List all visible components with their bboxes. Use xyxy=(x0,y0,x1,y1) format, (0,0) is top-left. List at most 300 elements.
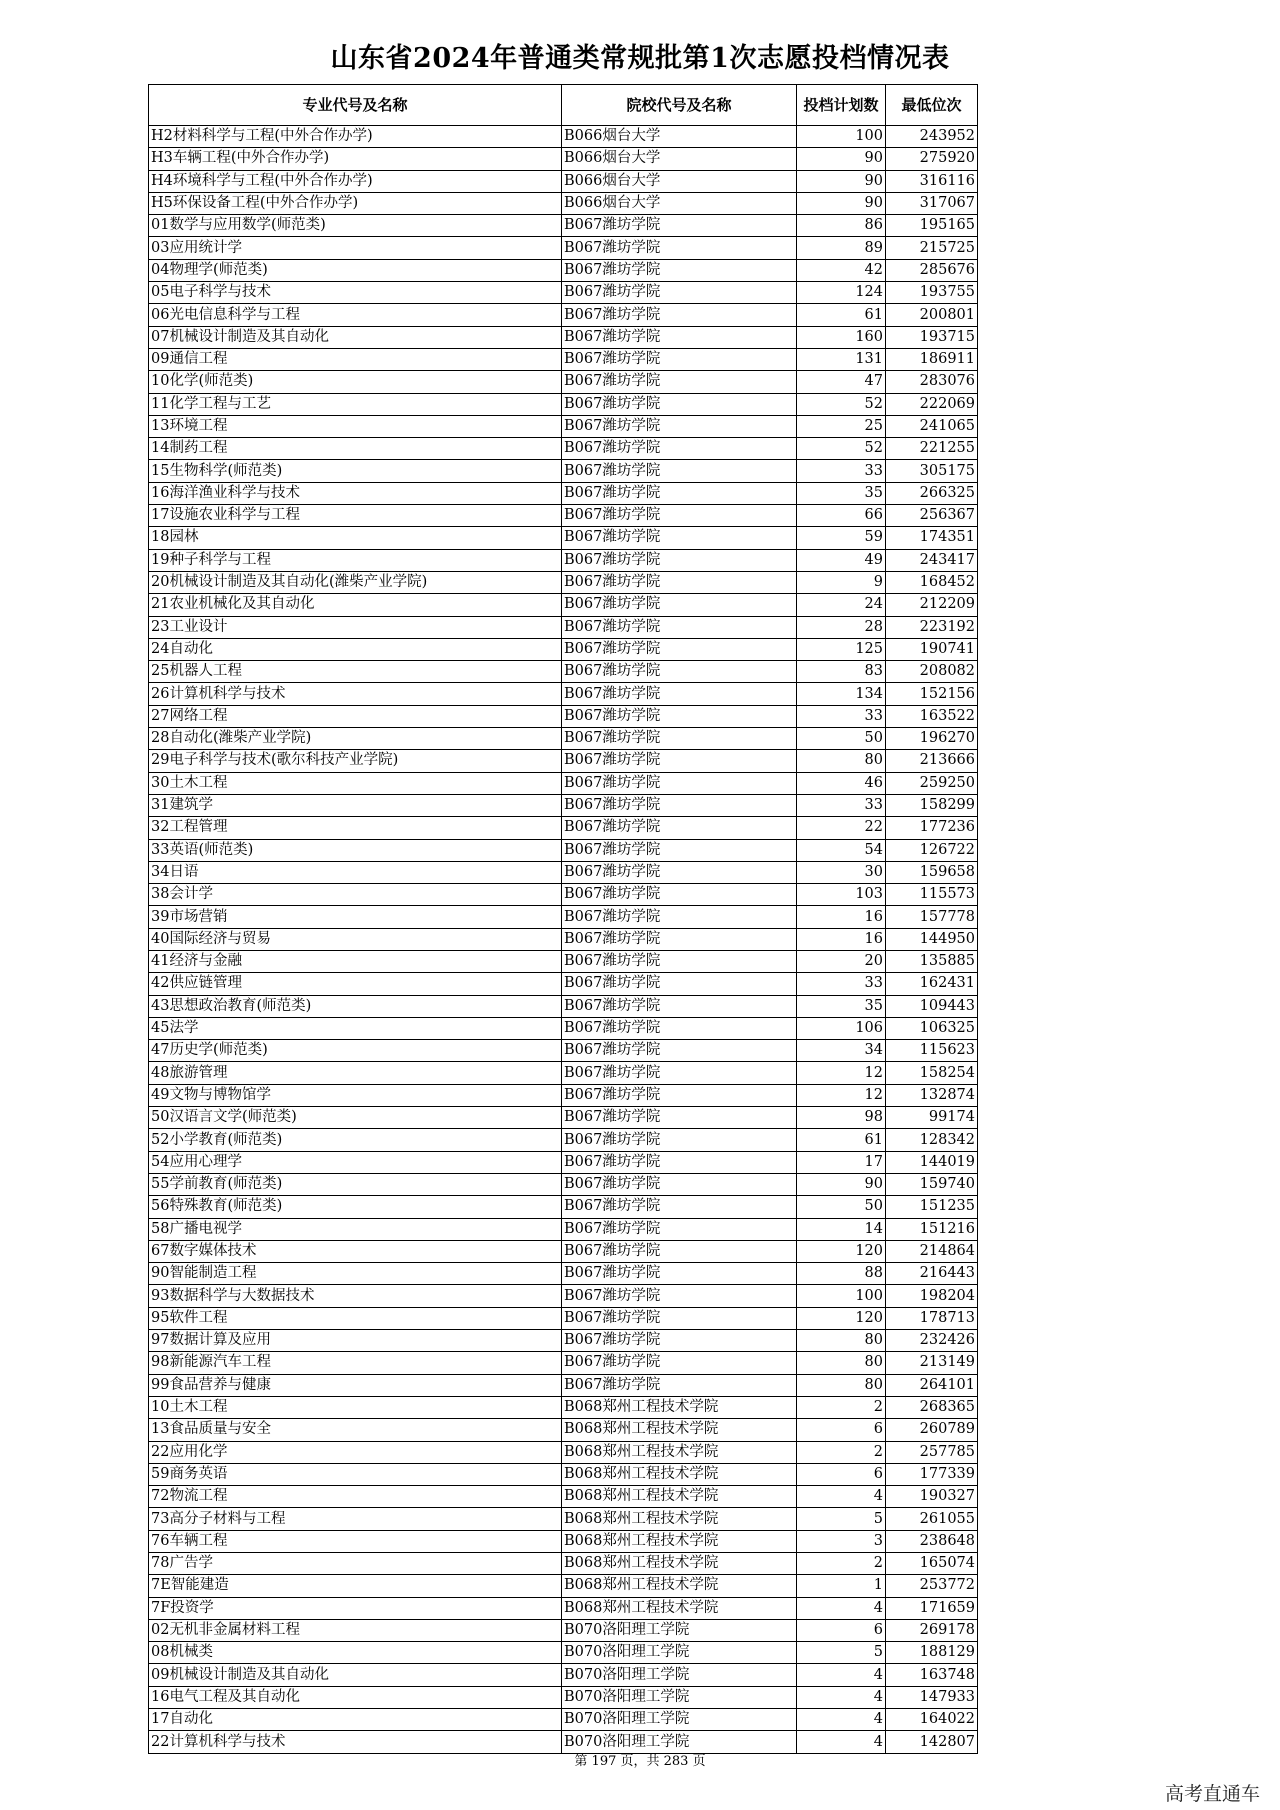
major-cell: 47历史学(师范类) xyxy=(149,1040,562,1062)
school-cell: B067潍坊学院 xyxy=(562,1173,797,1195)
plan-count-cell: 50 xyxy=(797,1196,886,1218)
plan-count-cell: 88 xyxy=(797,1263,886,1285)
min-rank-cell: 283076 xyxy=(886,371,978,393)
table-row xyxy=(149,348,978,370)
major-cell: 32工程管理 xyxy=(149,817,562,839)
min-rank-cell: 212209 xyxy=(886,594,978,616)
school-cell: B067潍坊学院 xyxy=(562,616,797,638)
min-rank-cell: 214864 xyxy=(886,1240,978,1262)
major-cell: 24自动化 xyxy=(149,638,562,660)
major-cell: 23工业设计 xyxy=(149,616,562,638)
major-cell: 34日语 xyxy=(149,861,562,883)
min-rank-cell: 213666 xyxy=(886,750,978,772)
school-cell: B067潍坊学院 xyxy=(562,728,797,750)
major-cell: 06光电信息科学与工程 xyxy=(149,304,562,326)
major-cell: 05电子科学与技术 xyxy=(149,282,562,304)
plan-count-cell: 1 xyxy=(797,1575,886,1597)
school-cell: B067潍坊学院 xyxy=(562,438,797,460)
plan-count-cell: 12 xyxy=(797,1084,886,1106)
min-rank-cell: 257785 xyxy=(886,1441,978,1463)
plan-count-cell: 50 xyxy=(797,728,886,750)
school-cell: B067潍坊学院 xyxy=(562,393,797,415)
table-row xyxy=(149,371,978,393)
min-rank-cell: 221255 xyxy=(886,438,978,460)
min-rank-cell: 260789 xyxy=(886,1419,978,1441)
plan-count-cell: 160 xyxy=(797,326,886,348)
school-cell: B067潍坊学院 xyxy=(562,571,797,593)
min-rank-cell: 243417 xyxy=(886,549,978,571)
major-cell: 56特殊教育(师范类) xyxy=(149,1196,562,1218)
table-row xyxy=(149,794,978,816)
school-cell: B067潍坊学院 xyxy=(562,995,797,1017)
school-cell: B067潍坊学院 xyxy=(562,1352,797,1374)
table-row xyxy=(149,861,978,883)
school-cell: B067潍坊学院 xyxy=(562,549,797,571)
plan-count-cell: 33 xyxy=(797,794,886,816)
min-rank-cell: 285676 xyxy=(886,259,978,281)
min-rank-cell: 106325 xyxy=(886,1017,978,1039)
major-cell: 11化学工程与工艺 xyxy=(149,393,562,415)
table-row xyxy=(149,438,978,460)
major-cell: 07机械设计制造及其自动化 xyxy=(149,326,562,348)
min-rank-cell: 243952 xyxy=(886,126,978,148)
table-row xyxy=(149,995,978,1017)
table-row xyxy=(149,1619,978,1641)
plan-count-cell: 4 xyxy=(797,1664,886,1686)
plan-count-cell: 89 xyxy=(797,237,886,259)
min-rank-cell: 157778 xyxy=(886,906,978,928)
min-rank-cell: 305175 xyxy=(886,460,978,482)
school-cell: B067潍坊学院 xyxy=(562,1240,797,1262)
plan-count-cell: 2 xyxy=(797,1396,886,1418)
min-rank-cell: 158254 xyxy=(886,1062,978,1084)
plan-count-cell: 134 xyxy=(797,683,886,705)
school-cell: B067潍坊学院 xyxy=(562,1084,797,1106)
plan-count-cell: 6 xyxy=(797,1619,886,1641)
table-row xyxy=(149,1129,978,1151)
major-cell: 54应用心理学 xyxy=(149,1151,562,1173)
table-row xyxy=(149,259,978,281)
table-row xyxy=(149,393,978,415)
table-row xyxy=(149,1597,978,1619)
min-rank-cell: 144950 xyxy=(886,928,978,950)
min-rank-cell: 168452 xyxy=(886,571,978,593)
plan-count-cell: 35 xyxy=(797,995,886,1017)
min-rank-cell: 99174 xyxy=(886,1107,978,1129)
min-rank-cell: 190741 xyxy=(886,638,978,660)
school-cell: B068郑州工程技术学院 xyxy=(562,1463,797,1485)
major-cell: 13环境工程 xyxy=(149,415,562,437)
major-cell: 99食品营养与健康 xyxy=(149,1374,562,1396)
school-cell: B067潍坊学院 xyxy=(562,415,797,437)
min-rank-cell: 126722 xyxy=(886,839,978,861)
school-cell: B068郑州工程技术学院 xyxy=(562,1486,797,1508)
school-cell: B070洛阳理工学院 xyxy=(562,1709,797,1731)
min-rank-cell: 193715 xyxy=(886,326,978,348)
plan-count-cell: 9 xyxy=(797,571,886,593)
plan-count-cell: 30 xyxy=(797,861,886,883)
major-cell: 08机械类 xyxy=(149,1642,562,1664)
min-rank-cell: 275920 xyxy=(886,148,978,170)
min-rank-cell: 269178 xyxy=(886,1619,978,1641)
table-row xyxy=(149,1017,978,1039)
school-cell: B067潍坊学院 xyxy=(562,1040,797,1062)
table-row xyxy=(149,1352,978,1374)
min-rank-cell: 222069 xyxy=(886,393,978,415)
school-cell: B067潍坊学院 xyxy=(562,304,797,326)
plan-count-cell: 22 xyxy=(797,817,886,839)
min-rank-cell: 264101 xyxy=(886,1374,978,1396)
min-rank-cell: 163522 xyxy=(886,705,978,727)
min-rank-cell: 152156 xyxy=(886,683,978,705)
min-rank-cell: 115623 xyxy=(886,1040,978,1062)
table-row xyxy=(149,661,978,683)
plan-count-cell: 106 xyxy=(797,1017,886,1039)
school-cell: B067潍坊学院 xyxy=(562,1107,797,1129)
min-rank-cell: 164022 xyxy=(886,1709,978,1731)
plan-count-cell: 4 xyxy=(797,1731,886,1753)
major-cell: 45法学 xyxy=(149,1017,562,1039)
min-rank-cell: 256367 xyxy=(886,505,978,527)
school-cell: B067潍坊学院 xyxy=(562,460,797,482)
table-row xyxy=(149,571,978,593)
school-cell: B068郑州工程技术学院 xyxy=(562,1575,797,1597)
min-rank-cell: 253772 xyxy=(886,1575,978,1597)
major-cell: 48旅游管理 xyxy=(149,1062,562,1084)
major-cell: 55学前教育(师范类) xyxy=(149,1173,562,1195)
school-cell: B067潍坊学院 xyxy=(562,705,797,727)
plan-count-cell: 25 xyxy=(797,415,886,437)
school-cell: B067潍坊学院 xyxy=(562,527,797,549)
min-rank-cell: 151235 xyxy=(886,1196,978,1218)
page-number: 第 197 页，共 283 页 xyxy=(574,1754,706,1769)
table-row xyxy=(149,1196,978,1218)
plan-count-cell: 33 xyxy=(797,460,886,482)
table-row xyxy=(149,772,978,794)
plan-count-cell: 2 xyxy=(797,1553,886,1575)
min-rank-cell: 144019 xyxy=(886,1151,978,1173)
plan-count-cell: 61 xyxy=(797,1129,886,1151)
school-cell: B067潍坊学院 xyxy=(562,282,797,304)
major-cell: 22应用化学 xyxy=(149,1441,562,1463)
watermark-text: 高考直通车 xyxy=(1164,1783,1260,1805)
plan-count-cell: 90 xyxy=(797,1173,886,1195)
school-cell: B067潍坊学院 xyxy=(562,482,797,504)
header-school: 院校代号及名称 xyxy=(562,85,797,126)
plan-count-cell: 6 xyxy=(797,1463,886,1485)
plan-count-cell: 34 xyxy=(797,1040,886,1062)
major-cell: 78广告学 xyxy=(149,1553,562,1575)
major-cell: H5环保设备工程(中外合作办学) xyxy=(149,192,562,214)
plan-count-cell: 28 xyxy=(797,616,886,638)
school-cell: B067潍坊学院 xyxy=(562,661,797,683)
min-rank-cell: 159658 xyxy=(886,861,978,883)
major-cell: H2材料科学与工程(中外合作办学) xyxy=(149,126,562,148)
table-row xyxy=(149,1173,978,1195)
plan-count-cell: 90 xyxy=(797,192,886,214)
major-cell: 27网络工程 xyxy=(149,705,562,727)
table-row xyxy=(149,638,978,660)
school-cell: B067潍坊学院 xyxy=(562,1374,797,1396)
school-cell: B070洛阳理工学院 xyxy=(562,1731,797,1753)
table-row xyxy=(149,906,978,928)
school-cell: B067潍坊学院 xyxy=(562,861,797,883)
major-cell: 97数据计算及应用 xyxy=(149,1330,562,1352)
table-row xyxy=(149,1441,978,1463)
major-cell: 31建筑学 xyxy=(149,794,562,816)
school-cell: B067潍坊学院 xyxy=(562,215,797,237)
min-rank-cell: 135885 xyxy=(886,950,978,972)
school-cell: B068郑州工程技术学院 xyxy=(562,1419,797,1441)
plan-count-cell: 2 xyxy=(797,1441,886,1463)
major-cell: 67数字媒体技术 xyxy=(149,1240,562,1262)
school-cell: B067潍坊学院 xyxy=(562,1196,797,1218)
major-cell: 03应用统计学 xyxy=(149,237,562,259)
table-row xyxy=(149,1107,978,1129)
table-row xyxy=(149,1374,978,1396)
school-cell: B067潍坊学院 xyxy=(562,1218,797,1240)
min-rank-cell: 177339 xyxy=(886,1463,978,1485)
table-row xyxy=(149,527,978,549)
major-cell: 17自动化 xyxy=(149,1709,562,1731)
plan-count-cell: 35 xyxy=(797,482,886,504)
major-cell: 14制药工程 xyxy=(149,438,562,460)
min-rank-cell: 213149 xyxy=(886,1352,978,1374)
min-rank-cell: 128342 xyxy=(886,1129,978,1151)
table-row xyxy=(149,192,978,214)
table-row xyxy=(149,1218,978,1240)
school-cell: B068郑州工程技术学院 xyxy=(562,1530,797,1552)
table-row xyxy=(149,326,978,348)
table-row xyxy=(149,482,978,504)
school-cell: B067潍坊学院 xyxy=(562,683,797,705)
plan-count-cell: 12 xyxy=(797,1062,886,1084)
major-cell: 10化学(师范类) xyxy=(149,371,562,393)
school-cell: B068郑州工程技术学院 xyxy=(562,1508,797,1530)
table-row xyxy=(149,505,978,527)
plan-count-cell: 100 xyxy=(797,1285,886,1307)
major-cell: 13食品质量与安全 xyxy=(149,1419,562,1441)
table-row xyxy=(149,549,978,571)
plan-count-cell: 103 xyxy=(797,884,886,906)
plan-count-cell: 83 xyxy=(797,661,886,683)
major-cell: 7E智能建造 xyxy=(149,1575,562,1597)
plan-count-cell: 120 xyxy=(797,1307,886,1329)
plan-count-cell: 80 xyxy=(797,1374,886,1396)
major-cell: 73高分子材料与工程 xyxy=(149,1508,562,1530)
school-cell: B067潍坊学院 xyxy=(562,638,797,660)
major-cell: 18园林 xyxy=(149,527,562,549)
school-cell: B070洛阳理工学院 xyxy=(562,1664,797,1686)
school-cell: B068郑州工程技术学院 xyxy=(562,1441,797,1463)
table-row xyxy=(149,683,978,705)
header-plan-count: 投档计划数 xyxy=(797,85,886,126)
plan-count-cell: 90 xyxy=(797,148,886,170)
table-row xyxy=(149,928,978,950)
school-cell: B067潍坊学院 xyxy=(562,594,797,616)
min-rank-cell: 241065 xyxy=(886,415,978,437)
major-cell: 28自动化(潍柴产业学院) xyxy=(149,728,562,750)
school-cell: B067潍坊学院 xyxy=(562,794,797,816)
plan-count-cell: 49 xyxy=(797,549,886,571)
table-row xyxy=(149,1263,978,1285)
min-rank-cell: 196270 xyxy=(886,728,978,750)
table-row xyxy=(149,750,978,772)
plan-count-cell: 80 xyxy=(797,1330,886,1352)
table-row xyxy=(149,1151,978,1173)
min-rank-cell: 142807 xyxy=(886,1731,978,1753)
plan-count-cell: 86 xyxy=(797,215,886,237)
school-cell: B066烟台大学 xyxy=(562,170,797,192)
plan-count-cell: 54 xyxy=(797,839,886,861)
table-row xyxy=(149,973,978,995)
major-cell: 38会计学 xyxy=(149,884,562,906)
school-cell: B067潍坊学院 xyxy=(562,1017,797,1039)
table-body xyxy=(149,126,978,1754)
school-cell: B067潍坊学院 xyxy=(562,505,797,527)
plan-count-cell: 20 xyxy=(797,950,886,972)
plan-count-cell: 66 xyxy=(797,505,886,527)
plan-count-cell: 4 xyxy=(797,1597,886,1619)
min-rank-cell: 238648 xyxy=(886,1530,978,1552)
min-rank-cell: 190327 xyxy=(886,1486,978,1508)
min-rank-cell: 159740 xyxy=(886,1173,978,1195)
major-cell: 16海洋渔业科学与技术 xyxy=(149,482,562,504)
table-row xyxy=(149,148,978,170)
school-cell: B067潍坊学院 xyxy=(562,1151,797,1173)
min-rank-cell: 200801 xyxy=(886,304,978,326)
plan-count-cell: 17 xyxy=(797,1151,886,1173)
plan-count-cell: 90 xyxy=(797,170,886,192)
major-cell: 21农业机械化及其自动化 xyxy=(149,594,562,616)
table-row xyxy=(149,1664,978,1686)
min-rank-cell: 109443 xyxy=(886,995,978,1017)
plan-count-cell: 4 xyxy=(797,1686,886,1708)
major-cell: 26计算机科学与技术 xyxy=(149,683,562,705)
major-cell: 15生物科学(师范类) xyxy=(149,460,562,482)
table-row xyxy=(149,1062,978,1084)
min-rank-cell: 223192 xyxy=(886,616,978,638)
min-rank-cell: 261055 xyxy=(886,1508,978,1530)
major-cell: 41经济与金融 xyxy=(149,950,562,972)
major-cell: 42供应链管理 xyxy=(149,973,562,995)
major-cell: 22计算机科学与技术 xyxy=(149,1731,562,1753)
min-rank-cell: 162431 xyxy=(886,973,978,995)
table-row xyxy=(149,1330,978,1352)
min-rank-cell: 147933 xyxy=(886,1686,978,1708)
school-cell: B067潍坊学院 xyxy=(562,1307,797,1329)
major-cell: 16电气工程及其自动化 xyxy=(149,1686,562,1708)
admissions-table xyxy=(148,84,978,1754)
school-cell: B068郑州工程技术学院 xyxy=(562,1553,797,1575)
major-cell: H4环境科学与工程(中外合作办学) xyxy=(149,170,562,192)
school-cell: B067潍坊学院 xyxy=(562,817,797,839)
school-cell: B067潍坊学院 xyxy=(562,884,797,906)
major-cell: 93数据科学与大数据技术 xyxy=(149,1285,562,1307)
table-row xyxy=(149,1040,978,1062)
major-cell: 50汉语言文学(师范类) xyxy=(149,1107,562,1129)
school-cell: B067潍坊学院 xyxy=(562,1285,797,1307)
table-row xyxy=(149,817,978,839)
plan-count-cell: 46 xyxy=(797,772,886,794)
min-rank-cell: 193755 xyxy=(886,282,978,304)
min-rank-cell: 268365 xyxy=(886,1396,978,1418)
min-rank-cell: 158299 xyxy=(886,794,978,816)
plan-count-cell: 61 xyxy=(797,304,886,326)
school-cell: B067潍坊学院 xyxy=(562,326,797,348)
plan-count-cell: 125 xyxy=(797,638,886,660)
min-rank-cell: 151216 xyxy=(886,1218,978,1240)
school-cell: B067潍坊学院 xyxy=(562,237,797,259)
min-rank-cell: 317067 xyxy=(886,192,978,214)
document-title: 山东省2024年普通类常规批第1次志愿投档情况表 xyxy=(330,43,950,74)
school-cell: B067潍坊学院 xyxy=(562,772,797,794)
min-rank-cell: 198204 xyxy=(886,1285,978,1307)
school-cell: B067潍坊学院 xyxy=(562,1263,797,1285)
table-row xyxy=(149,839,978,861)
plan-count-cell: 80 xyxy=(797,750,886,772)
min-rank-cell: 165074 xyxy=(886,1553,978,1575)
plan-count-cell: 5 xyxy=(797,1642,886,1664)
plan-count-cell: 24 xyxy=(797,594,886,616)
major-cell: 76车辆工程 xyxy=(149,1530,562,1552)
school-cell: B067潍坊学院 xyxy=(562,928,797,950)
min-rank-cell: 208082 xyxy=(886,661,978,683)
school-cell: B068郑州工程技术学院 xyxy=(562,1597,797,1619)
plan-count-cell: 120 xyxy=(797,1240,886,1262)
table-row xyxy=(149,1486,978,1508)
table-row xyxy=(149,1396,978,1418)
school-cell: B068郑州工程技术学院 xyxy=(562,1396,797,1418)
min-rank-cell: 163748 xyxy=(886,1664,978,1686)
major-cell: 19种子科学与工程 xyxy=(149,549,562,571)
table-row xyxy=(149,460,978,482)
plan-count-cell: 42 xyxy=(797,259,886,281)
table-row xyxy=(149,950,978,972)
school-cell: B066烟台大学 xyxy=(562,192,797,214)
plan-count-cell: 3 xyxy=(797,1530,886,1552)
major-cell: 40国际经济与贸易 xyxy=(149,928,562,950)
school-cell: B067潍坊学院 xyxy=(562,259,797,281)
school-cell: B067潍坊学院 xyxy=(562,973,797,995)
school-cell: B067潍坊学院 xyxy=(562,950,797,972)
plan-count-cell: 5 xyxy=(797,1508,886,1530)
table-row xyxy=(149,705,978,727)
major-cell: 52小学教育(师范类) xyxy=(149,1129,562,1151)
min-rank-cell: 186911 xyxy=(886,348,978,370)
table-row xyxy=(149,237,978,259)
table-row xyxy=(149,1084,978,1106)
min-rank-cell: 316116 xyxy=(886,170,978,192)
table-row xyxy=(149,1508,978,1530)
min-rank-cell: 195165 xyxy=(886,215,978,237)
plan-count-cell: 33 xyxy=(797,705,886,727)
school-cell: B070洛阳理工学院 xyxy=(562,1686,797,1708)
table-row xyxy=(149,170,978,192)
min-rank-cell: 177236 xyxy=(886,817,978,839)
major-cell: 58广播电视学 xyxy=(149,1218,562,1240)
plan-count-cell: 16 xyxy=(797,906,886,928)
plan-count-cell: 80 xyxy=(797,1352,886,1374)
plan-count-cell: 124 xyxy=(797,282,886,304)
table-row xyxy=(149,304,978,326)
major-cell: 43思想政治教育(师范类) xyxy=(149,995,562,1017)
table-row xyxy=(149,1463,978,1485)
major-cell: 20机械设计制造及其自动化(潍柴产业学院) xyxy=(149,571,562,593)
major-cell: 01数学与应用数学(师范类) xyxy=(149,215,562,237)
major-cell: 33英语(师范类) xyxy=(149,839,562,861)
header-major: 专业代号及名称 xyxy=(149,85,562,126)
